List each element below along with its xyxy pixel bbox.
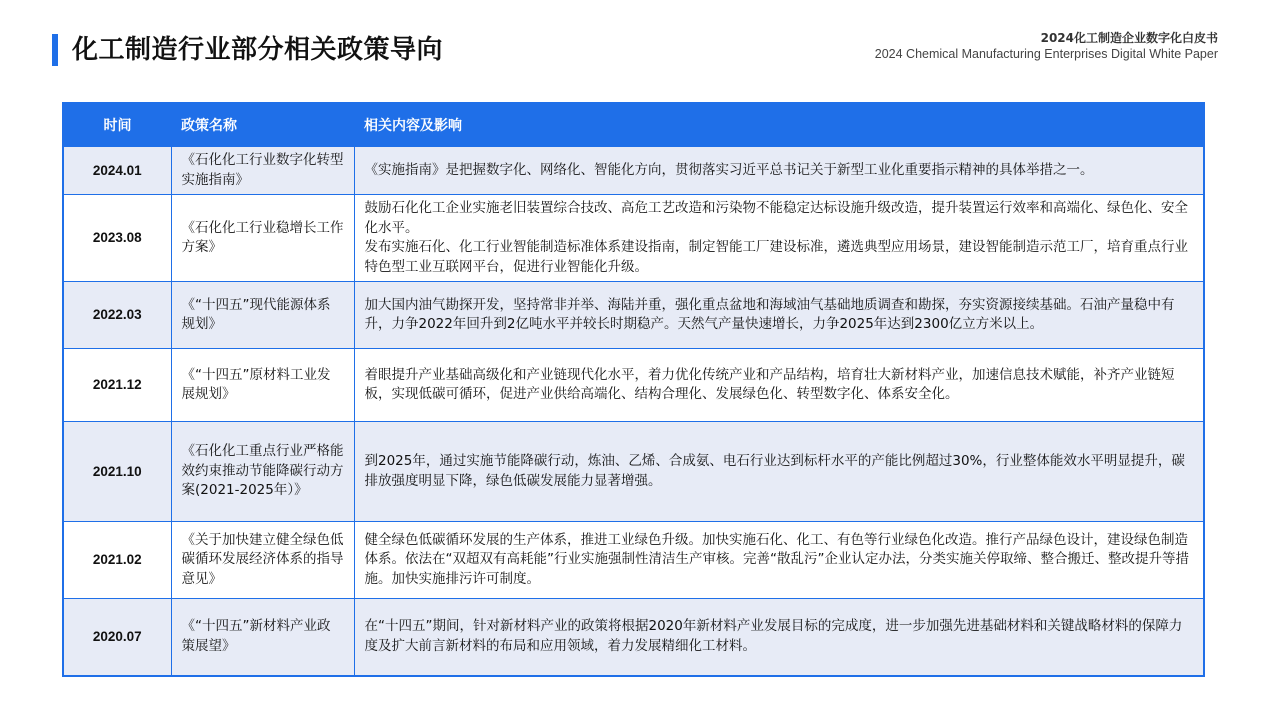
row-date: 2020.07 — [63, 599, 171, 676]
column-header-policy-name: 政策名称 — [171, 103, 354, 147]
brand-title-cn: 2024化工制造企业数字化白皮书 — [1040, 31, 1218, 45]
row-policy-name: 《“十四五”现代能源体系规划》 — [171, 282, 354, 349]
table-row — [63, 422, 1204, 522]
row-policy-name: 《“十四五”原材料工业发展规划》 — [171, 349, 354, 422]
column-header-content: 相关内容及影响 — [354, 103, 1204, 147]
table-row — [63, 147, 1204, 195]
row-date: 2023.08 — [63, 195, 171, 282]
column-header-time: 时间 — [63, 103, 171, 147]
table-row — [63, 195, 1204, 282]
row-content: 健全绿色低碳循环发展的生产体系，推进工业绿色升级。加快实施石化、化工、有色等行业绿色化改造。推行产品绿色设计，建设绿色制造体系。依法在“双超双有高耗能”行业实施强制性清洁生产审核。完善“散乱污”企业认定办法，分类实施关停取缔、整合搬迁、整改提升等措施。加快实施排污许可制度。 — [354, 522, 1204, 599]
row-date: 2021.10 — [63, 422, 171, 522]
policy-table — [62, 102, 1205, 677]
row-date: 2024.01 — [63, 147, 171, 195]
row-content: 《实施指南》是把握数字化、网络化、智能化方向，贯彻落实习近平总书记关于新型工业化重要指示精神的具体举措之一。 — [354, 147, 1204, 195]
row-date: 2021.02 — [63, 522, 171, 599]
row-content-paragraph: 鼓励石化化工企业实施老旧装置综合技改、高危工艺改造和污染物不能稳定达标设施升级改造，提升装置运行效率和高端化、绿色化、安全化水平。 — [364, 200, 1188, 236]
row-content: 到2025年，通过实施节能降碳行动，炼油、乙烯、合成氨、电石行业达到标杆水平的产能比例超过30%，行业整体能效水平明显提升，碳排放强度明显下降，绿色低碳发展能力显著增强。 — [354, 422, 1204, 522]
row-policy-name: 《石化化工行业稳增长工作方案》 — [171, 195, 354, 282]
report-brand — [875, 30, 1218, 62]
table-row — [63, 599, 1204, 676]
row-content-paragraph: 发布实施石化、化工行业智能制造标准体系建设指南，制定智能工厂建设标准，遴选典型应用场景，建设智能制造示范工厂，培育重点行业特色型工业互联网平台，促进行业智能化升级。 — [364, 239, 1188, 275]
table-row — [63, 349, 1204, 422]
table-row — [63, 282, 1204, 349]
table-row — [63, 522, 1204, 599]
row-policy-name: 《“十四五”新材料产业政策展望》 — [171, 599, 354, 676]
row-policy-name: 《石化化工重点行业严格能效约束推动节能降碳行动方案(2021-2025年）》 — [171, 422, 354, 522]
brand-title-en: 2024 Chemical Manufacturing Enterprises Digital White Paper — [874, 47, 1218, 61]
title-accent-bar — [52, 34, 58, 66]
row-content — [354, 195, 1204, 282]
row-content: 加大国内油气勘探开发，坚持常非并举、海陆并重，强化重点盆地和海域油气基础地质调查和勘探，夯实资源接续基础。石油产量稳中有升，力争2022年回升到2亿吨水平并较长时期稳产。天然气产量快速增长，力争2025年达到2300亿立方米以上。 — [354, 282, 1204, 349]
row-policy-name: 《石化化工行业数字化转型实施指南》 — [171, 147, 354, 195]
row-date: 2022.03 — [63, 282, 171, 349]
page-title: 化工制造行业部分相关政策导向 — [72, 35, 444, 65]
table-header-row — [63, 103, 1204, 147]
row-content: 着眼提升产业基础高级化和产业链现代化水平，着力优化传统产业和产品结构，培育壮大新材料产业，加速信息技术赋能，补齐产业链短板，实现低碳可循环，促进产业供给高端化、结构合理化、发展绿色化、转型数字化、体系安全化。 — [354, 349, 1204, 422]
row-content: 在“十四五”期间，针对新材料产业的政策将根据2020年新材料产业发展目标的完成度，进一步加强先进基础材料和关键战略材料的保障力度及扩大前言新材料的布局和应用领域，着力发展精细化工材料。 — [354, 599, 1204, 676]
row-date: 2021.12 — [63, 349, 171, 422]
row-policy-name: 《关于加快建立健全绿色低碳循环发展经济体系的指导意见》 — [171, 522, 354, 599]
